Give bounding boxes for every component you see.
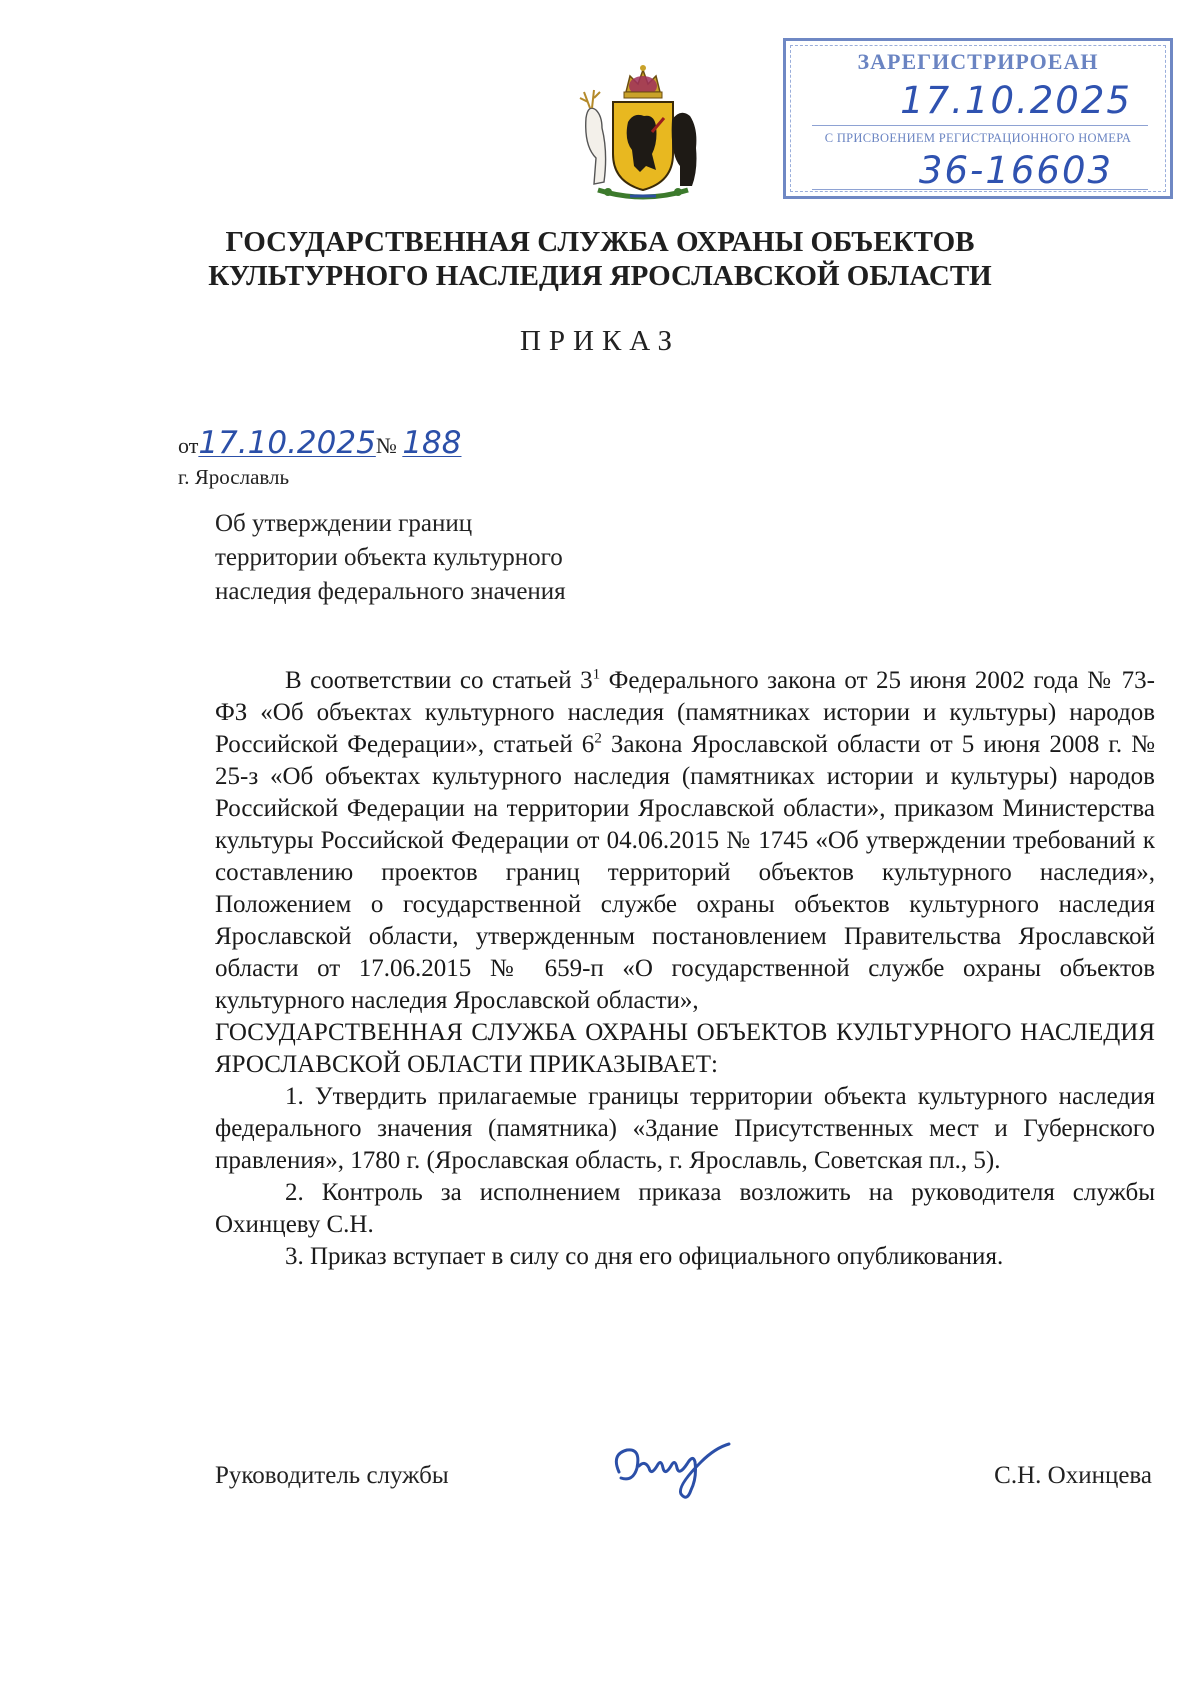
signatory-name: С.Н. Охинцева [994,1462,1152,1489]
legal-basis-paragraph [215,665,1155,1017]
subject-line: наследия федерального значения [215,578,566,605]
document-body [215,665,1155,1273]
superscript: 1 [592,666,601,683]
subject-line: Об утверждении границ [215,510,473,537]
document-date-number [178,425,462,461]
paragraph-text: Федерального закона от 25 июня 2002 года № 73-ФЗ «Об объектах культурного наследия (памятниках истории и культуры) народов Российской Федерации», статьей 6 [215,667,1156,758]
document-subject [215,507,566,609]
document-number: 188 [402,425,462,461]
handwritten-signature [605,1432,765,1507]
stamp-subtitle: С ПРИСВОЕНИЕМ РЕГИСТРАЦИОННОГО НОМЕРА [824,131,1132,145]
order-item-1: 1. Утвердить прилагаемые границы территории объекта культурного наследия федерального значения (памятника) «Здание Присутственных мест и Губернского правления», 1780 г. (Ярославская область, г. Ярославль, Советская пл., 5). [215,1083,1155,1174]
paragraph-text: Закона Ярославской области от 5 июня 2008 г. № 25-з «Об объектах культурного наследия (памятниках истории и культуры) народов Российской Федерации на территории Ярославской области», приказом Министерства культуры Российской Федерации от 04.06.2015 № 1745 «Об утверждении требований к составлению проектов границ территорий объектов культурного наследия», Положением о государственной службе охраны объектов культурного наследия Ярославской области, утвержденным постановлением Правительства Ярославской области от 17.06.2015 № 659-п «О государственной службе охраны объектов культурного наследия Ярославской области», [215,731,1155,1014]
date-prefix: от [178,433,199,458]
organization-name-line: ГОСУДАРСТВЕННАЯ СЛУЖБА ОХРАНЫ ОБЪЕКТОВ [225,226,975,258]
document-date: 17.10.2025 [198,425,376,461]
order-item-2: 2. Контроль за исполнением приказа возложить на руководителя службы Охинцеву С.Н. [215,1179,1155,1238]
stamp-date: 17.10.2025 [900,79,1132,122]
order-statement: ГОСУДАРСТВЕННАЯ СЛУЖБА ОХРАНЫ ОБЪЕКТОВ КУЛЬТУРНОГО НАСЛЕДИЯ ЯРОСЛАВСКОЙ ОБЛАСТИ ПРИКАЗЫВАЕТ: [215,1019,1155,1078]
stamp-title: ЗАРЕГИСТРИРОЕАН [857,49,1099,74]
registration-stamp [783,38,1173,199]
stamp-divider [812,189,1148,190]
coat-of-arms-icon [568,62,718,204]
document-city: г. Ярославль [178,465,290,489]
stamp-registration-number: 36-16603 [918,149,1114,192]
superscript: 2 [594,730,602,747]
signatory-role: Руководитель службы [215,1462,449,1489]
stamp-divider [812,125,1148,126]
organization-name [0,225,1200,293]
paragraph-text: В соответствии со статьей 3 [285,667,593,694]
number-prefix: № [375,433,397,458]
subject-line: территории объекта культурного [215,544,563,571]
organization-name-line: КУЛЬТУРНОГО НАСЛЕДИЯ ЯРОСЛАВСКОЙ ОБЛАСТИ [208,260,992,292]
order-item-3: 3. Приказ вступает в силу со дня его официального опубликования. [285,1243,1004,1270]
document-type: ПРИКАЗ [519,325,681,357]
